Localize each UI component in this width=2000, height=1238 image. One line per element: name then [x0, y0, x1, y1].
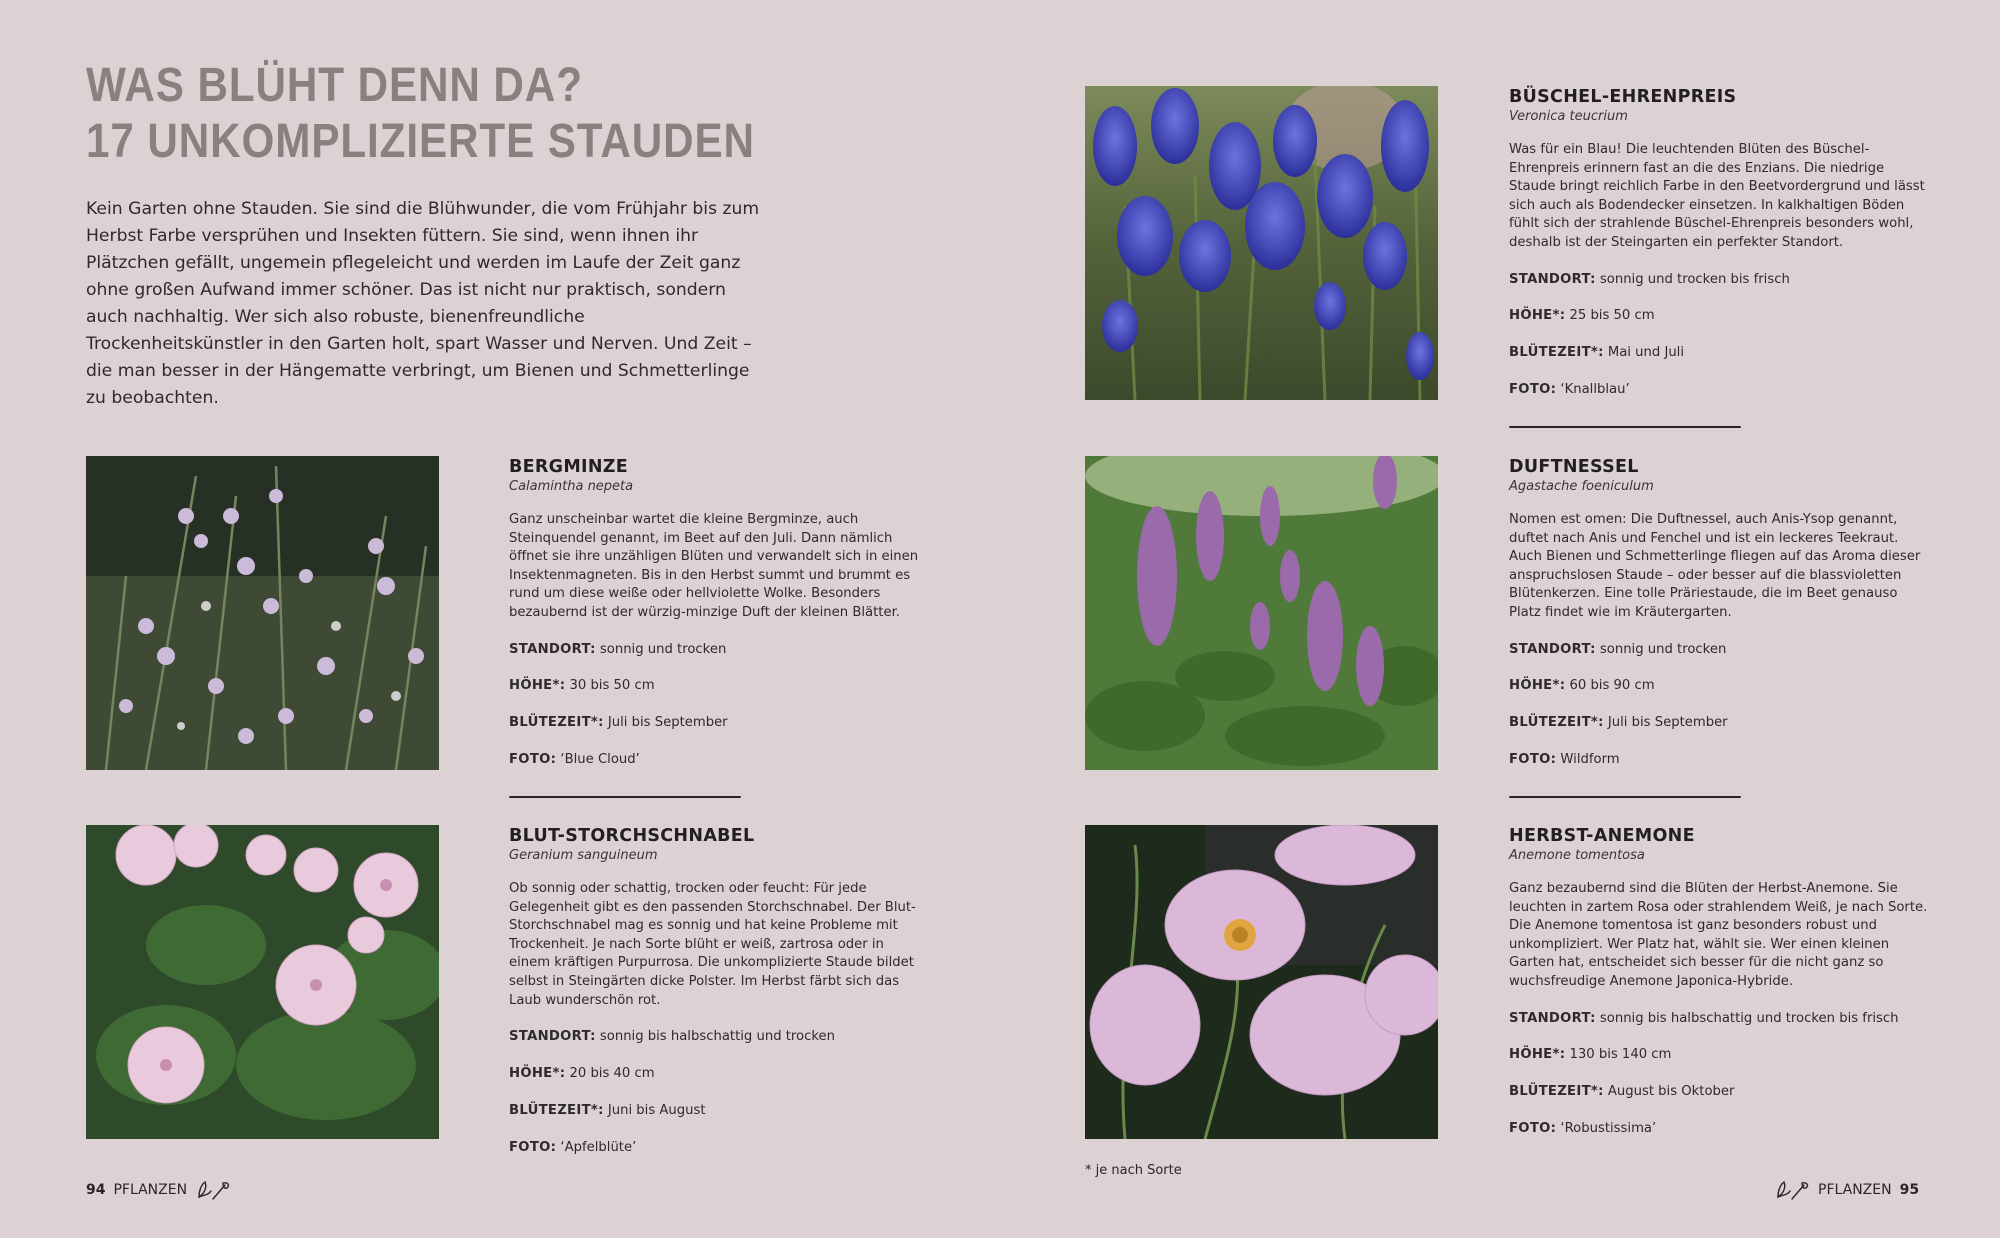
page-number-left: 94 — [86, 1182, 106, 1198]
plant-entry-duftnessel — [1509, 456, 1929, 788]
fact-standort: STANDORT: sonnig bis halbschattig und trocken — [509, 1029, 836, 1045]
divider — [1509, 426, 1741, 428]
plant-description: Nomen est omen: Die Duftnessel, auch Anis-Ysop genannt, duftet nach Anis und Fenchel und ist ein leckeres Teekraut. Auch Bienen und Schmetterlinge fliegen auf das Aroma dieser anspruchslosen Staude – oder besser auf die blassvioletten Blütenkerzen. Eine tolle Präriestaude, die im Beet genauso Platz findet wie im Kräutergarten. — [1509, 512, 1921, 620]
storchschnabel-photo — [86, 825, 439, 1139]
fact-bluetezeit: BLÜTEZEIT*: Juli bis September — [509, 715, 728, 731]
fact-standort: STANDORT: sonnig und trocken bis frisch — [1509, 271, 1790, 287]
plant-description: Ob sonnig oder schattig, trocken oder feucht: Für jede Gelegenheit gibt es den passenden Storchschnabel. Der Blut-Storchschnabel mag es sonnig und hat keine Probleme mit Trockenheit. Je nach Sorte blüht er weiß, zartrosa oder in einem kräftigen Purpurrosa. Die unkomplizierte Staude bildet selbst in Steingärten dicke Polster. Im Herbst färbt sich das Laub wunderschön rot. — [509, 881, 916, 1008]
page-title — [86, 58, 755, 170]
fact-foto: FOTO: ‘Apfelblüte’ — [509, 1139, 637, 1155]
plant-latin: Veronica teucrium — [1509, 109, 1628, 124]
duftnessel-photo — [1085, 456, 1438, 770]
plant-latin: Geranium sanguineum — [509, 848, 658, 863]
footer-left — [86, 1179, 231, 1201]
fact-bluetezeit: BLÜTEZEIT*: Mai und Juli — [1509, 345, 1685, 361]
divider — [509, 796, 741, 798]
veronica-photo — [1085, 86, 1438, 400]
page-number-right: 95 — [1899, 1182, 1920, 1198]
plant-entry-veronica — [1509, 86, 1929, 418]
plant-name: DUFTNESSEL — [1509, 457, 1639, 477]
plant-entry-anemone — [1509, 825, 1929, 1157]
fact-bluetezeit: BLÜTEZEIT*: August bis Oktober — [1509, 1084, 1735, 1100]
plant-entry-bergminze — [509, 456, 929, 788]
footnote: * je nach Sorte — [1085, 1163, 1182, 1178]
plant-description: Was für ein Blau! Die leuchtenden Blüten des Büschel-Ehrenpreis erinnern fast an die des Enzians. Die niedrige Staude bringt reichlich Farbe in den Beetvordergrund und lässt sich auch als Bodendecker einsetzen. In kalkhaltigen Böden fühlt sich der strahlende Büschel-Ehrenpreis besonders wohl, deshalb ist der Steingarten ein perfekter Standort. — [1509, 142, 1925, 250]
fact-standort: STANDORT: sonnig und trocken — [509, 641, 727, 657]
fact-standort: STANDORT: sonnig bis halbschattig und trocken bis frisch — [1509, 1010, 1899, 1026]
plant-name: BÜSCHEL-EHRENPREIS — [1509, 87, 1737, 107]
plant-name: BLUT-STORCHSCHNABEL — [509, 826, 755, 846]
fact-hoehe: HÖHE*: 30 bis 50 cm — [509, 678, 655, 694]
fact-bluetezeit: BLÜTEZEIT*: Juni bis August — [509, 1102, 706, 1118]
plant-name: BERGMINZE — [509, 457, 629, 477]
fact-hoehe: HÖHE*: 20 bis 40 cm — [509, 1065, 655, 1081]
plant-name: HERBST-ANEMONE — [1509, 826, 1695, 846]
fact-standort: STANDORT: sonnig und trocken — [1509, 641, 1727, 657]
fact-hoehe: HÖHE*: 130 bis 140 cm — [1509, 1047, 1672, 1063]
bergminze-photo — [86, 456, 439, 770]
fact-foto: FOTO: ‘Blue Cloud’ — [509, 751, 640, 767]
plant-entry-storchschnabel — [509, 825, 929, 1175]
fact-foto: FOTO: ‘Knallblau’ — [1509, 381, 1630, 397]
seedling-trowel-icon — [1774, 1179, 1810, 1201]
fact-foto: FOTO: ‘Robustissima’ — [1509, 1120, 1657, 1136]
divider — [1509, 796, 1741, 798]
intro-text: Kein Garten ohne Stauden. Sie sind die Blühwunder, die vom Frühjahr bis zum Herbst Farbe versprühen und Insekten füttern. Sie sind, wenn ihnen ihr Plätzchen gefällt, ungemein pflegeleicht und werden im Laufe der Zeit ganz ohne großen Aufwand immer schöner. Das ist nicht nur praktisch, sondern auch nachhaltig. Wer sich also robuste, bienenfreundliche Trockenheitskünstler in den Garten holt, spart Wasser und Nerven. Und Zeit – die man besser in der Hängematte verbringt, um Bienen und Schmetterlinge zu beobachten. — [86, 199, 760, 408]
seedling-trowel-icon — [195, 1179, 231, 1201]
plant-latin: Anemone tomentosa — [1509, 848, 1645, 863]
fact-hoehe: HÖHE*: 60 bis 90 cm — [1509, 678, 1655, 694]
title-line-1: WAS BLÜHT DENN DA? — [86, 59, 583, 112]
plant-description: Ganz unscheinbar wartet die kleine Bergminze, auch Steinquendel genannt, im Beet auf den Juli. Dann nämlich öffnet sie ihre unzähligen Blüten und verwandelt sich in einen Insektenmagneten. Bis in den Herbst summt und brummt es rund um diese weiße oder hellviolette Wolke. Besonders bezaubernd ist der würzig-minzige Duft der kleinen Blätter. — [509, 512, 919, 620]
fact-foto: FOTO: Wildform — [1509, 751, 1620, 767]
plant-latin: Calamintha nepeta — [509, 479, 634, 494]
title-line-2: 17 UNKOMPLIZIERTE STAUDEN — [86, 115, 755, 168]
footer-right — [1774, 1179, 1919, 1201]
section-label-right: PFLANZEN — [1818, 1182, 1892, 1198]
plant-latin: Agastache foeniculum — [1509, 479, 1654, 494]
plant-description: Ganz bezaubernd sind die Blüten der Herbst-Anemone. Sie leuchten in zartem Rosa oder strahlendem Weiß, je nach Sorte. Die Anemone tomentosa ist ganz besonders robust und unkompliziert. Wer Platz hat, wählt sie. Wer einen kleinen Garten hat, entscheidet sich besser für die nicht ganz so wuchsfreudige Anemone Japonica-Hybride. — [1509, 881, 1928, 989]
fact-bluetezeit: BLÜTEZEIT*: Juli bis September — [1509, 715, 1728, 731]
fact-hoehe: HÖHE*: 25 bis 50 cm — [1509, 308, 1655, 324]
anemone-photo — [1085, 825, 1438, 1139]
section-label-left: PFLANZEN — [113, 1182, 188, 1198]
